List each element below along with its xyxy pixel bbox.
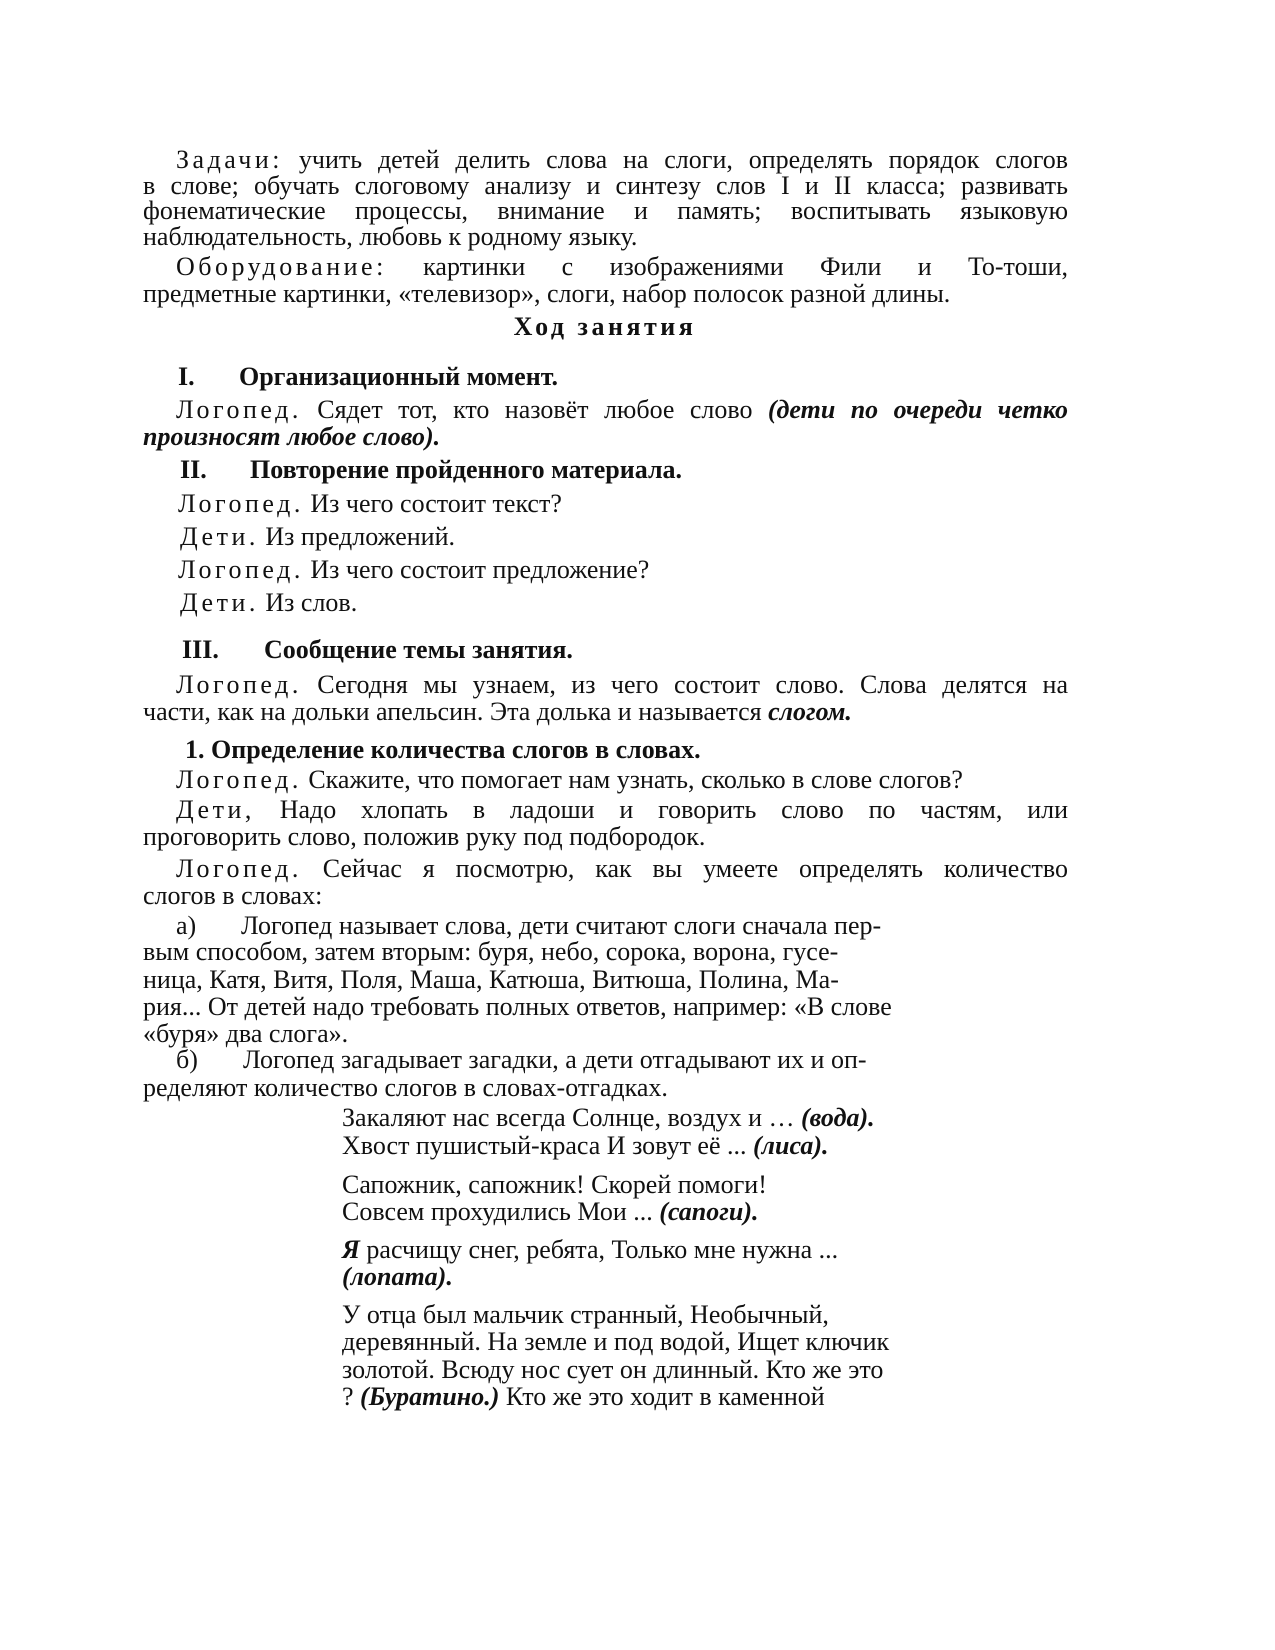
text: Скажите, что помогает нам узнать, сколько в слове слогов? <box>308 765 963 794</box>
dialog-line <box>178 555 649 585</box>
text: Из чего состоит предложение? <box>310 555 650 584</box>
text: Надо хлопать в ладоши и говорить слово по частям, или <box>279 795 1068 824</box>
subsection-heading: 1. Определение количества слогов в словах. <box>185 735 701 764</box>
riddle-line: деревянный. На земле и под водой, Ищет ключик <box>342 1327 890 1356</box>
speaker: Логопед. <box>178 555 304 584</box>
text: Кто же это ходит в каменной <box>505 1382 825 1411</box>
list-marker: б) <box>176 1045 198 1074</box>
dialog-line <box>143 697 852 727</box>
riddle-line <box>342 1235 838 1265</box>
dialog-line <box>143 670 1068 700</box>
text: Сегодня мы узнаем, из чего состоит слово. Слова делятся на <box>317 670 1068 699</box>
riddle-line: золотой. Всюду нос сует он длинный. Кто же это <box>342 1355 884 1384</box>
list-item-line: ределяют количество слогов в словах-отгадках. <box>143 1073 668 1102</box>
text: Из чего состоит текст? <box>310 489 562 518</box>
speaker: Дети. <box>180 522 259 551</box>
tasks-line: фонематические процессы, внимание и память; воспитывать языковую <box>143 196 1068 225</box>
riddle-line <box>342 1103 875 1133</box>
text: Из слов. <box>265 588 358 617</box>
speaker: Дети, <box>176 795 255 824</box>
text: Закаляют нас всегда Солнце, воздух и … <box>342 1103 795 1132</box>
tasks-label: Задачи: <box>176 145 284 174</box>
tasks-line: наблюдательность, любовь к родному языку. <box>143 222 638 251</box>
note: (дети по очереди четко <box>767 395 1068 424</box>
speaker: Логопед. <box>176 854 302 883</box>
dialog-line <box>176 765 963 795</box>
term: слогом. <box>768 697 852 726</box>
riddle-line: У отца был мальчик странный, Необычный, <box>342 1300 829 1329</box>
section-number: I. <box>178 362 195 391</box>
dialog-line <box>143 395 1068 425</box>
speaker: Логопед. <box>176 395 302 424</box>
section-number: II. <box>180 455 207 484</box>
text: Я <box>342 1235 360 1264</box>
dialog-line <box>178 489 562 519</box>
note: произносят любое слово). <box>143 422 441 451</box>
speaker: Логопед. <box>176 765 302 794</box>
list-marker: а) <box>176 911 197 940</box>
text: Совсем прохудились Мои ... <box>342 1197 653 1226</box>
text: ? <box>342 1382 354 1411</box>
text: Сядет тот, кто назовёт любое слово <box>317 395 753 424</box>
list-item-line: «буря» два слога». <box>143 1019 349 1048</box>
riddle-line <box>342 1197 758 1227</box>
dialog-line: слогов в словах: <box>143 881 323 910</box>
answer: (вода). <box>801 1103 875 1132</box>
speaker: Логопед. <box>176 670 302 699</box>
section-heading <box>180 455 682 485</box>
dialog-line <box>143 795 1068 825</box>
text: Хвост пушистый-краса И зовут её ... <box>342 1131 747 1160</box>
tasks-line: в слове; обучать слоговому анализу и синтезу слов I и II класса; развивать <box>143 171 1068 200</box>
text: Из предложений. <box>265 522 455 551</box>
list-item-line: Логопед загадывает загадки, а дети отгадывают их и оп- <box>243 1045 867 1074</box>
riddle-line <box>342 1131 829 1161</box>
text: учить детей делить слова на слоги, определять порядок слогов <box>298 145 1069 174</box>
dialog-line <box>143 854 1068 884</box>
dialog-line <box>180 522 455 552</box>
list-item-line: рия... От детей надо требовать полных ответов, например: «В слове <box>143 992 892 1021</box>
speaker: Дети. <box>180 588 259 617</box>
dialog-line: проговорить слово, положив руку под подбородок. <box>143 822 706 851</box>
list-item-line: вым способом, затем вторым: буря, небо, сорока, ворона, гусе- <box>143 937 839 966</box>
section-number: III. <box>182 635 219 664</box>
dialog-line <box>180 588 357 618</box>
equipment-line <box>143 252 1068 282</box>
text: картинки с изображениями Фили и То-тоши, <box>423 252 1069 281</box>
answer: (лиса). <box>753 1131 829 1160</box>
text: Сейчас я посмотрю, как вы умеете определять количество <box>322 854 1068 883</box>
equipment-label: Оборудование: <box>176 252 387 281</box>
text: расчищу снег, ребята, Только мне нужна ... <box>366 1235 839 1264</box>
section-title: Организационный момент. <box>239 362 559 391</box>
speaker: Логопед. <box>178 489 304 518</box>
answer: (сапоги). <box>659 1197 759 1226</box>
list-item-line: ница, Катя, Витя, Поля, Маша, Катюша, Витюша, Полина, Ма- <box>143 965 839 994</box>
section-title: Повторение пройденного материала. <box>250 455 683 484</box>
section-heading <box>182 635 573 665</box>
page-heading: Ход занятия <box>513 312 697 341</box>
equipment-line: предметные картинки, «телевизор», слоги, набор полосок разной длины. <box>143 279 951 308</box>
riddle-line <box>342 1382 825 1412</box>
list-item-line: Логопед называет слова, дети считают слоги сначала пер- <box>241 911 882 940</box>
text: части, как на дольки апельсин. Эта долька и называется <box>143 697 762 726</box>
riddle-line: Сапожник, сапожник! Скорей помоги! <box>342 1170 767 1199</box>
section-heading <box>178 362 558 392</box>
section-title: Сообщение темы занятия. <box>264 635 573 664</box>
answer: (лопата). <box>342 1262 453 1291</box>
answer: (Буратино.) <box>360 1382 500 1411</box>
